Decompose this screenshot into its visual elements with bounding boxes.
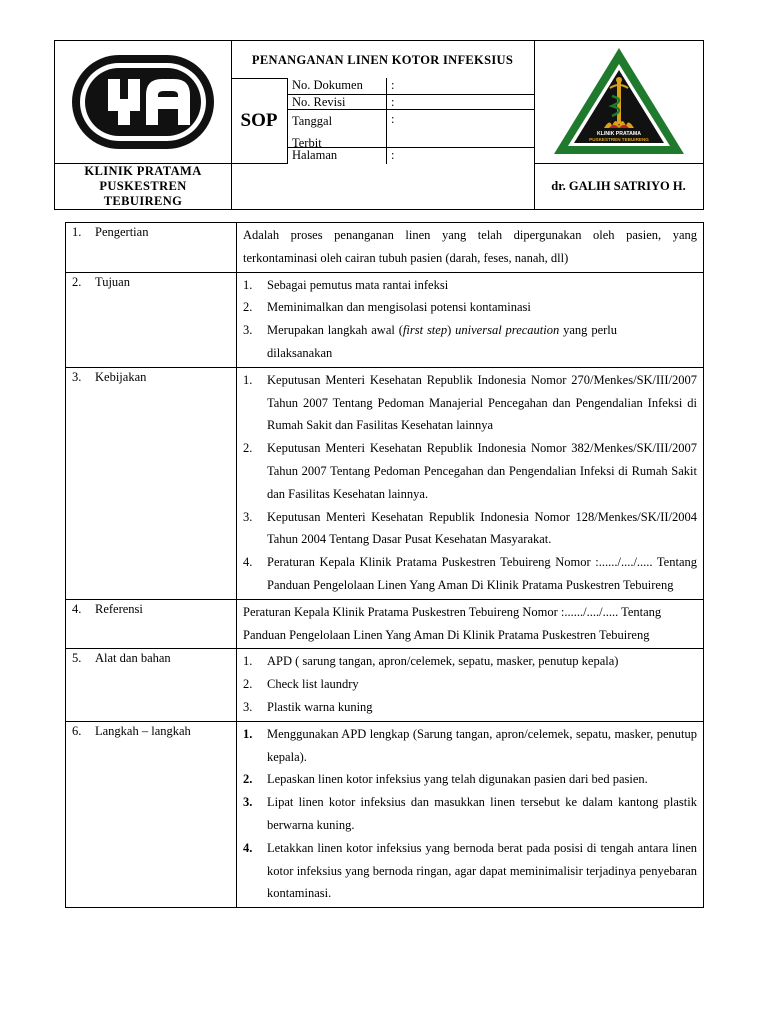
clinic-name: [54, 163, 232, 210]
item-text-em: first step: [402, 323, 448, 338]
item-text-em: universal precaution: [455, 323, 560, 338]
item-number: 2.: [243, 300, 253, 315]
langkah-list: [237, 721, 704, 907]
meta-value: :: [391, 78, 395, 92]
yayasan-logo: [68, 51, 218, 153]
clinic-logo-cell: [54, 40, 232, 164]
row-title: Kebijakan: [95, 369, 147, 384]
meta-value: :: [391, 95, 395, 109]
referensi-text: Peraturan Kepala Klinik Pratama Puskestren Tebuireng Nomor :....../..../..... Tentang Panduan Pengelolaan Linen Yang Aman Di Klinik Pratama Puskestren Tebuireng: [237, 599, 704, 649]
document-header: [54, 40, 704, 210]
item-text-mid: ): [447, 323, 456, 338]
list-item: [243, 319, 697, 365]
meta-label: Halaman: [287, 148, 387, 164]
item-text-post: yang perlu dilaksanakan: [267, 323, 618, 360]
list-item: [243, 673, 697, 696]
item-text: Menggunakan APD lengkap (Sarung tangan, apron/celemek, sepatu, masker, penutup kepala).: [267, 726, 697, 764]
item-text: Lepaskan linen kotor infeksius yang telah digunakan pasien dari bed pasien.: [267, 772, 648, 787]
sop-label: SOP: [231, 78, 288, 164]
item-text: Peraturan Kepala Klinik Pratama Puskestren Tebuireng Nomor :....../..../..... Tentang Panduan Pengelolaan Linen Yang Aman Di Klinik Pratama Puskestren Tebuireng: [267, 555, 697, 592]
item-number: 4.: [243, 555, 253, 570]
empty-cell: [231, 163, 535, 210]
emblem-text-2: PUSKESTREN TEBUIRENG: [589, 137, 649, 142]
item-number: 4.: [243, 840, 253, 855]
row-label: [66, 649, 237, 721]
meta-row-tanggal: [287, 110, 535, 148]
table-row: [66, 272, 704, 367]
item-text: Keputusan Menteri Kesehatan Republik Indonesia Nomor 128/Menkes/SK/II/2004 Tahun 2004 Tentang Dasar Pusat Kesehatan Masyarakat.: [267, 509, 697, 547]
item-number: 1.: [243, 726, 253, 741]
kebijakan-list: [237, 367, 704, 599]
item-text: Letakkan linen kotor infeksius yang bernoda berat pada posisi di tengah antara linen kotor infeksius yang bernoda ringan, agar dapat meminimalisir terjadinya penyebaran kontaminasi.: [267, 840, 697, 901]
row-label: [66, 599, 237, 649]
table-row: [66, 367, 704, 599]
list-item: [243, 837, 697, 905]
row-title: Tujuan: [95, 274, 130, 289]
meta-row-revisi: [287, 95, 535, 110]
meta-value: :: [391, 112, 395, 126]
item-number: 3.: [243, 323, 253, 338]
item-number: 2.: [243, 677, 253, 692]
table-row: [66, 599, 704, 649]
row-title: Pengertian: [95, 225, 149, 239]
document-meta: [287, 78, 535, 164]
row-title: Langkah – langkah: [95, 723, 191, 738]
pengertian-text: Adalah proses penanganan linen yang telah dipergunakan oleh pasien, yang terkontaminasi oleh cairan tubuh pasien (darah, feses, nanah, dll): [237, 223, 704, 273]
item-number: 3.: [243, 509, 253, 524]
item-text: Lipat linen kotor infeksius dan masukkan linen tersebut ke dalam kantong plastik berwarna kuning.: [267, 795, 697, 832]
item-text-pre: Merupakan langkah awal (: [267, 323, 403, 338]
table-row: [66, 223, 704, 273]
table-row: [66, 721, 704, 907]
item-number: 3.: [243, 795, 253, 810]
clinic-name-text: KLINIK PRATAMA PUSKESTREN TEBUIRENG: [84, 163, 202, 208]
clinic-emblem: [552, 46, 686, 158]
list-item: [243, 296, 697, 319]
item-number: 1.: [243, 277, 253, 292]
list-item: [243, 437, 697, 505]
row-label: [66, 223, 237, 273]
item-number: 2.: [243, 441, 253, 456]
meta-label: No. Revisi: [287, 95, 387, 109]
item-text: Check list laundry: [267, 677, 359, 692]
item-text: Plastik warna kuning: [267, 699, 373, 714]
row-title: Referensi: [95, 601, 143, 616]
meta-row-halaman: [287, 148, 535, 164]
item-number: 3.: [243, 699, 253, 714]
list-item: [243, 506, 697, 552]
row-title: Alat dan bahan: [95, 651, 171, 666]
meta-label: No. Dokumen: [287, 78, 387, 94]
row-number: 3.: [72, 369, 82, 384]
item-number: 1.: [243, 654, 253, 669]
row-number: 5.: [72, 651, 82, 666]
list-item: [243, 274, 697, 297]
list-item: [243, 551, 697, 597]
alat-list: [237, 649, 704, 721]
document-title: PENANGANAN LINEN KOTOR INFEKSIUS: [231, 40, 535, 79]
meta-value: :: [391, 148, 395, 162]
item-number: 2.: [243, 772, 253, 787]
row-number: 4.: [72, 601, 82, 616]
list-item: [243, 650, 697, 673]
list-item: [243, 723, 697, 769]
emblem-text-1: KLINIK PRATAMA: [597, 131, 641, 137]
list-item: [243, 768, 697, 791]
list-item: [243, 696, 697, 719]
row-label: [66, 721, 237, 907]
item-text: Keputusan Menteri Kesehatan Republik Indonesia Nomor 270/Menkes/SK/III/2007 Tahun 2007 Tentang Pedoman Manajerial Pencegahan dan Pengendalian Infeksi di Rumah Sakit dan Fasilitas Kesehatan lainnya: [267, 372, 697, 433]
item-text: APD ( sarung tangan, apron/celemek, sepatu, masker, penutup kepala): [267, 654, 619, 669]
clinic-emblem-cell: [534, 40, 704, 164]
table-row: [66, 649, 704, 721]
item-number: 1.: [243, 372, 253, 387]
item-text: Meminimalkan dan mengisolasi potensi kontaminasi: [267, 300, 531, 315]
list-item: [243, 369, 697, 437]
item-text: Sebagai pemutus mata rantai infeksi: [267, 277, 449, 292]
meta-row-dokumen: [287, 78, 535, 95]
row-number: 6.: [72, 723, 82, 738]
row-number: 1.: [72, 225, 82, 239]
list-item: [243, 791, 697, 837]
row-label: [66, 272, 237, 367]
sop-content-table: [65, 222, 704, 908]
doctor-name: dr. GALIH SATRIYO H.: [534, 163, 704, 210]
row-number: 2.: [72, 274, 82, 289]
tujuan-list: [237, 272, 704, 367]
row-label: [66, 367, 237, 599]
meta-label: Tanggal Terbit: [287, 110, 387, 147]
item-text: Keputusan Menteri Kesehatan Republik Indonesia Nomor 382/Menkes/SK/III/2007 Tahun 2007 Tentang Pedoman Pencegahan dan Pengendalian Infeksi di Rumah Sakit dan Fasilitas Kesehatan lainnya.: [267, 441, 697, 501]
